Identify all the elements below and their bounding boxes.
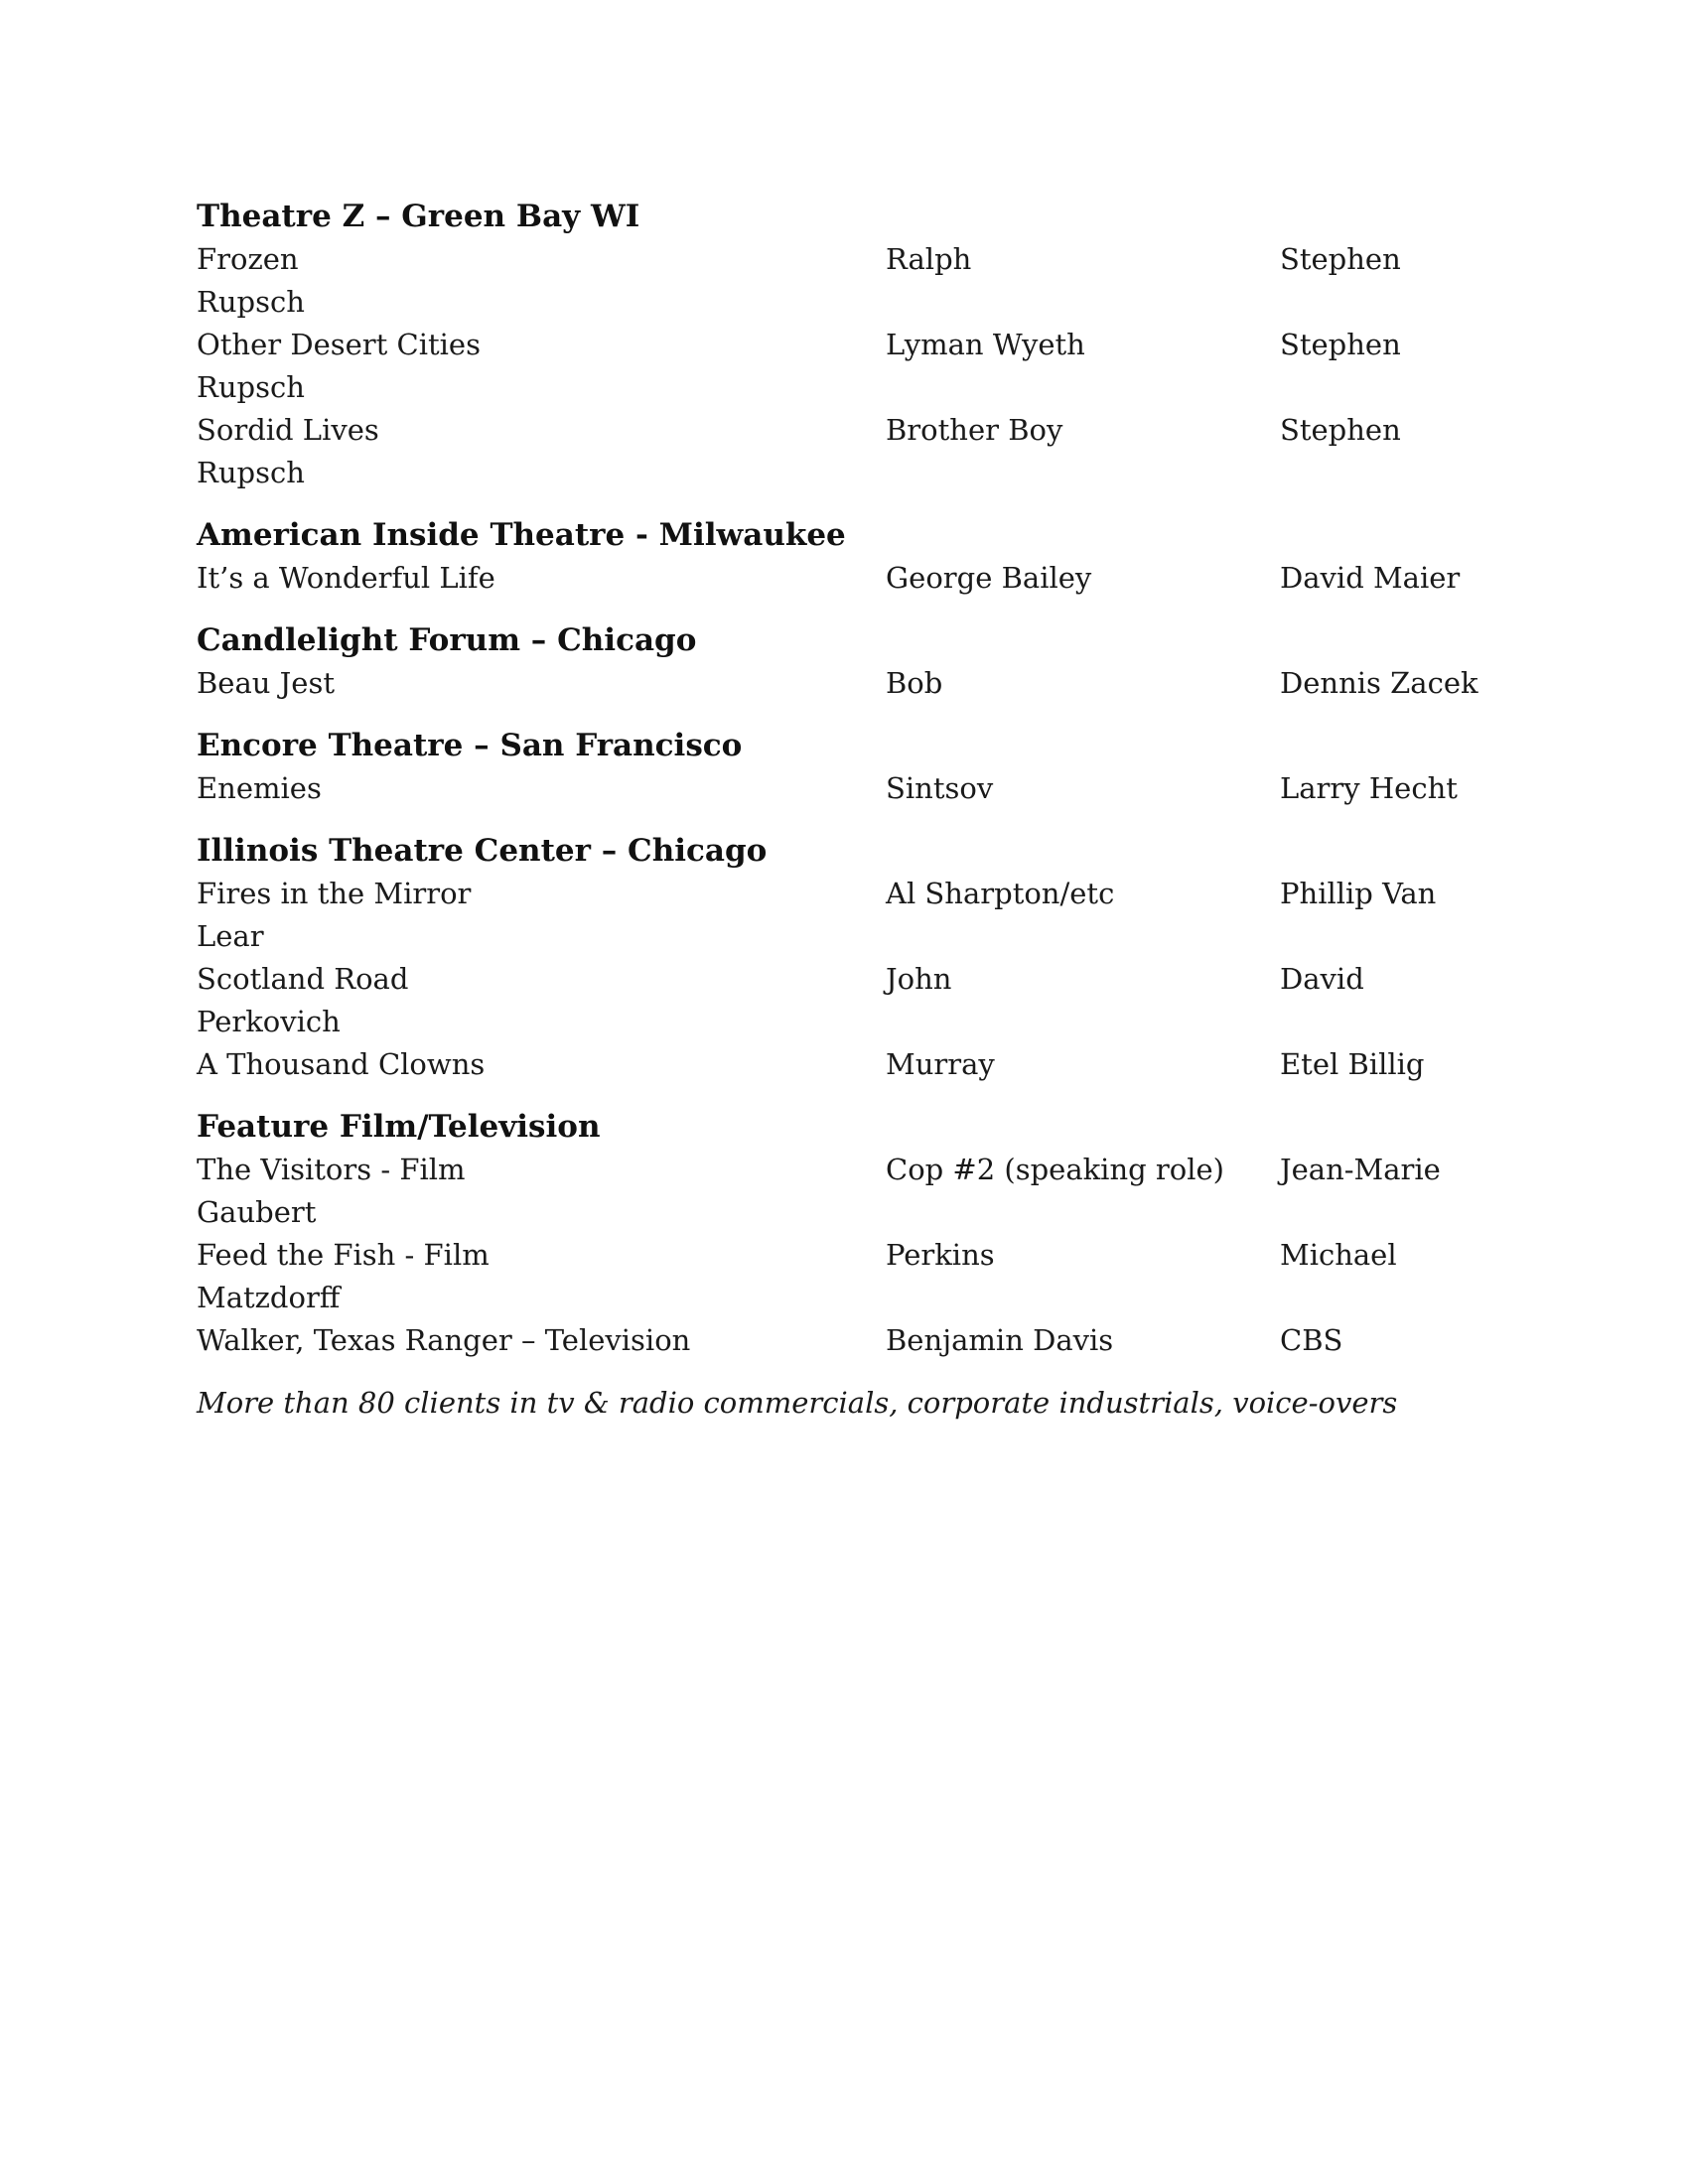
credit-row-line: [197, 958, 1527, 1001]
credit-section: [197, 196, 1527, 494]
production-title: It’s a Wonderful Life: [197, 561, 495, 595]
director-name: David Maier: [1280, 561, 1461, 595]
director-name-wrap: Matzdorff: [197, 1281, 341, 1314]
credit-row: [197, 958, 1527, 1043]
production-title: Enemies: [197, 771, 322, 805]
role-name: Bob: [886, 666, 943, 700]
commercials-note: More than 80 clients in tv & radio commercials, corporate industrials, voice-overs: [197, 1386, 1398, 1420]
production-title: Fires in the Mirror: [197, 877, 472, 910]
section-heading: Illinois Theatre Center – Chicago: [197, 833, 768, 869]
director-name: Phillip Van: [1280, 877, 1437, 910]
director-name: Etel Billig: [1280, 1047, 1425, 1081]
role-name: Benjamin Davis: [886, 1323, 1114, 1357]
director-name-wrap: Rupsch: [197, 285, 305, 319]
credit-row: [197, 1319, 1527, 1362]
credit-row-line: [197, 238, 1527, 281]
director-name: Stephen: [1280, 328, 1401, 361]
credit-row: [197, 409, 1527, 494]
role-name: John: [886, 962, 952, 996]
credit-row-line: [197, 409, 1527, 452]
production-title: Sordid Lives: [197, 413, 379, 447]
role-name: Brother Boy: [886, 413, 1063, 447]
production-title: Other Desert Cities: [197, 328, 481, 361]
production-title: Walker, Texas Ranger – Television: [197, 1323, 691, 1357]
director-name-wrap: Perkovich: [197, 1005, 341, 1038]
director-name: Dennis Zacek: [1280, 666, 1478, 700]
director-name-wrap: Rupsch: [197, 456, 305, 489]
role-name: George Bailey: [886, 561, 1092, 595]
credit-row: [197, 1043, 1527, 1086]
role-name: Cop #2 (speaking role): [886, 1153, 1224, 1186]
credit-row-line: [197, 662, 1527, 705]
section-heading: Feature Film/Television: [197, 1109, 601, 1145]
credit-row: [197, 324, 1527, 409]
credit-row: [197, 557, 1527, 600]
section-heading: Encore Theatre – San Francisco: [197, 728, 743, 763]
director-name: Stephen: [1280, 413, 1401, 447]
credit-row-line: [197, 767, 1527, 810]
director-name-wrap: Gaubert: [197, 1195, 317, 1229]
resume-page: [197, 196, 1527, 1425]
production-title: Beau Jest: [197, 666, 335, 700]
role-name: Sintsov: [886, 771, 994, 805]
credit-row: [197, 767, 1527, 810]
credit-row: [197, 873, 1527, 958]
credit-row-line: [197, 557, 1527, 600]
director-name: Jean-Marie: [1280, 1153, 1441, 1186]
credit-row-line: [197, 1319, 1527, 1362]
production-title: Frozen: [197, 242, 299, 276]
credit-row: [197, 1149, 1527, 1234]
credit-section: [197, 619, 1527, 705]
director-name: CBS: [1280, 1323, 1343, 1357]
credit-row: [197, 662, 1527, 705]
credit-section: [197, 1106, 1527, 1362]
credit-row-line: [197, 1043, 1527, 1086]
director-name: David: [1280, 962, 1364, 996]
credit-section: [197, 514, 1527, 600]
credits-list: [197, 196, 1527, 1362]
credit-row: [197, 1234, 1527, 1319]
production-title: Scotland Road: [197, 962, 409, 996]
section-heading: Theatre Z – Green Bay WI: [197, 199, 640, 234]
production-title: The Visitors - Film: [197, 1153, 466, 1186]
credit-row-line: [197, 1149, 1527, 1191]
credit-row-line: [197, 873, 1527, 915]
credit-section: [197, 725, 1527, 810]
section-heading: American Inside Theatre - Milwaukee: [197, 517, 846, 553]
role-name: Murray: [886, 1047, 995, 1081]
director-name-wrap: Rupsch: [197, 370, 305, 404]
director-name: Michael: [1280, 1238, 1397, 1272]
credit-section: [197, 830, 1527, 1086]
role-name: Al Sharpton/etc: [886, 877, 1115, 910]
role-name: Lyman Wyeth: [886, 328, 1085, 361]
role-name: Perkins: [886, 1238, 995, 1272]
director-name: Larry Hecht: [1280, 771, 1458, 805]
section-heading: Candlelight Forum – Chicago: [197, 622, 697, 658]
credit-row-line: [197, 1234, 1527, 1277]
credit-row: [197, 238, 1527, 324]
director-name: Stephen: [1280, 242, 1401, 276]
director-name-wrap: Lear: [197, 919, 264, 953]
production-title: A Thousand Clowns: [197, 1047, 486, 1081]
role-name: Ralph: [886, 242, 972, 276]
credit-row-line: [197, 324, 1527, 366]
production-title: Feed the Fish - Film: [197, 1238, 490, 1272]
